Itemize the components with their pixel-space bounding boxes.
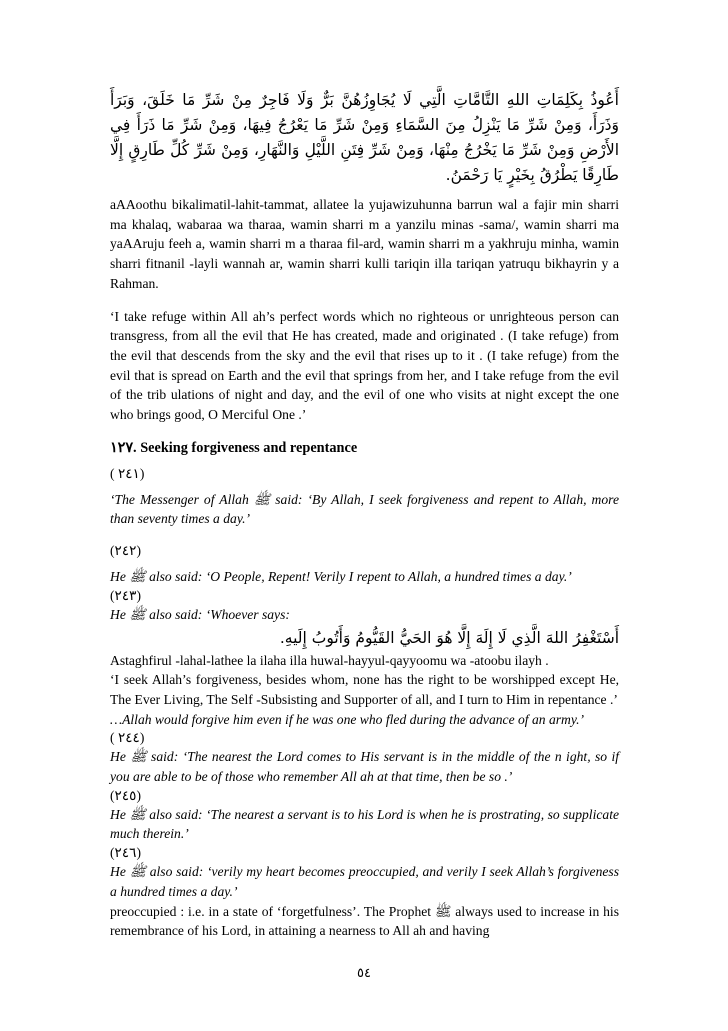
section-heading: ١٢٧. Seeking forgiveness and repentance	[110, 439, 358, 456]
hadith-244: He ﷺ said: ‘The nearest the Lord comes to His servant is in the middle of the n ight, so if you are able to be of those who remember All ah at that time, then be so .’	[110, 749, 620, 785]
hadith-241: ‘The Messenger of Allah ﷺ said: ‘By Allah, I seek forgiveness and repent to Allah, more than seventy times a day.’	[110, 491, 619, 527]
hadith-ref-244: ( ٢٤٤)	[110, 730, 145, 746]
hadith-245: He ﷺ also said: ‘The nearest a servant is to his Lord is when he is prostrating, so supplicate much therein.’	[110, 806, 620, 842]
footnote-text: preoccupied : i.e. in a state of ‘forgetfulness’. The Prophet ﷺ always used to increase in his remembrance of his Lord, in attaining a nearness to All ah and having	[110, 903, 619, 939]
hadith-242: He ﷺ also said: ‘O People, Repent! Verily I repent to Allah, a hundred times a day.’	[110, 569, 572, 585]
hadith-ref-246: (٢٤٦)	[110, 845, 141, 861]
hadith-ref-241: ( ٢٤١)	[110, 465, 145, 481]
transliteration-dua: aAAoothu bikalimatil-lahit-tammat, allatee la yujawizuhunna barrun wal a fajir min sharri ma khalaq, wabaraa wa tharaa, wamin sharri m a yanzilu minas -sama/, wamin sharri ma yaAAruju feeh a, wamin sharri m a tharaa fil-ard, wamin sharri m a yakhruju minha, wamin sharri fitnanil -layli wannah ar, wamin sharri kulli tariqin illa tariqan yatruqu bikhayrin y a Rahman.	[110, 197, 619, 291]
hadith-243: He ﷺ also said: ‘Whoever says:	[110, 606, 290, 622]
page-number: ٥٤	[357, 966, 371, 981]
hadith-ref-245: (٢٤٥)	[110, 787, 141, 803]
hadith-ref-243: (٢٤٣)	[110, 587, 141, 603]
hadith-ref-242: (٢٤٢)	[110, 543, 141, 559]
arabic-istighfar: أَسْتَغْفِرُ اللهَ الَّذِي لَا إِلَهَ إِلَّا هُوَ الحَيُّ القَيُّومُ وَأَتُوبُ إِلَيهِ.	[279, 628, 619, 647]
page-content	[110, 88, 619, 941]
translation-dua: ‘I take refuge within All ah’s perfect words which no righteous or unrighteous person can transgress, from all the evil that He has created, made and originated . (I take refuge) from the evil that descends from the sky and the evil that rises up to it . (I take refuge) from the evil that is spread on Earth and the evil that springs from her, and I take refuge from the evil of the trib ulations of night and day, and the evil of one who visits at night except the one who brings good, O Merciful One .’	[110, 308, 619, 423]
hadith-246: He ﷺ also said: ‘verily my heart becomes preoccupied, and verily I seek Allah’s forgiveness a hundred times a day.’	[110, 864, 620, 899]
translation-istighfar: ‘I seek Allah’s forgiveness, besides whom, none has the right to be worshipped except He, The Ever Living, The Self -Subsisting and Supporter of all, and I turn to Him in repentance .’	[110, 672, 619, 707]
transliteration-istighfar: Astaghfirul -lahal-lathee la ilaha illa huwal-hayyul-qayyoomu wa -atoobu ilayh .	[110, 652, 549, 668]
arabic-dua: أَعُوذُ بِكَلِمَاتِ اللهِ التَّامَّاتِ الَّتِي لَا يُجَاوِزُهُنَّ بَرٌّ وَلَا فَاجِرٌ مِنْ شَرِّ مَا خَلَقَ، وَبَرَأَ وَذَرَأَ، وَمِنْ شَرِّ مَا يَنْزِلُ مِنَ السَّمَاءِ وَمِنْ شَرِّ مَا يَعْرُجُ فِيهَا، وَمِنْ شَرِّ مَا ذَرَأَ فِي الأَرْضِ وَمِنْ شَرِّ مَا يَخْرُجُ مِنْهَا، وَمِنْ شَرِّ فِتَنِ اللَّيْلِ وَالنَّهَارِ، وَمِنْ شَرِّ كُلِّ طَارِقٍ إِلَّا طَارِقًا يَطْرُقُ بِخَيْرٍ يَا رَحْمَنُ.	[110, 91, 619, 184]
hadith-243-conclusion: …Allah would forgive him even if he was one who fled during the advance of an army.’	[110, 711, 585, 727]
